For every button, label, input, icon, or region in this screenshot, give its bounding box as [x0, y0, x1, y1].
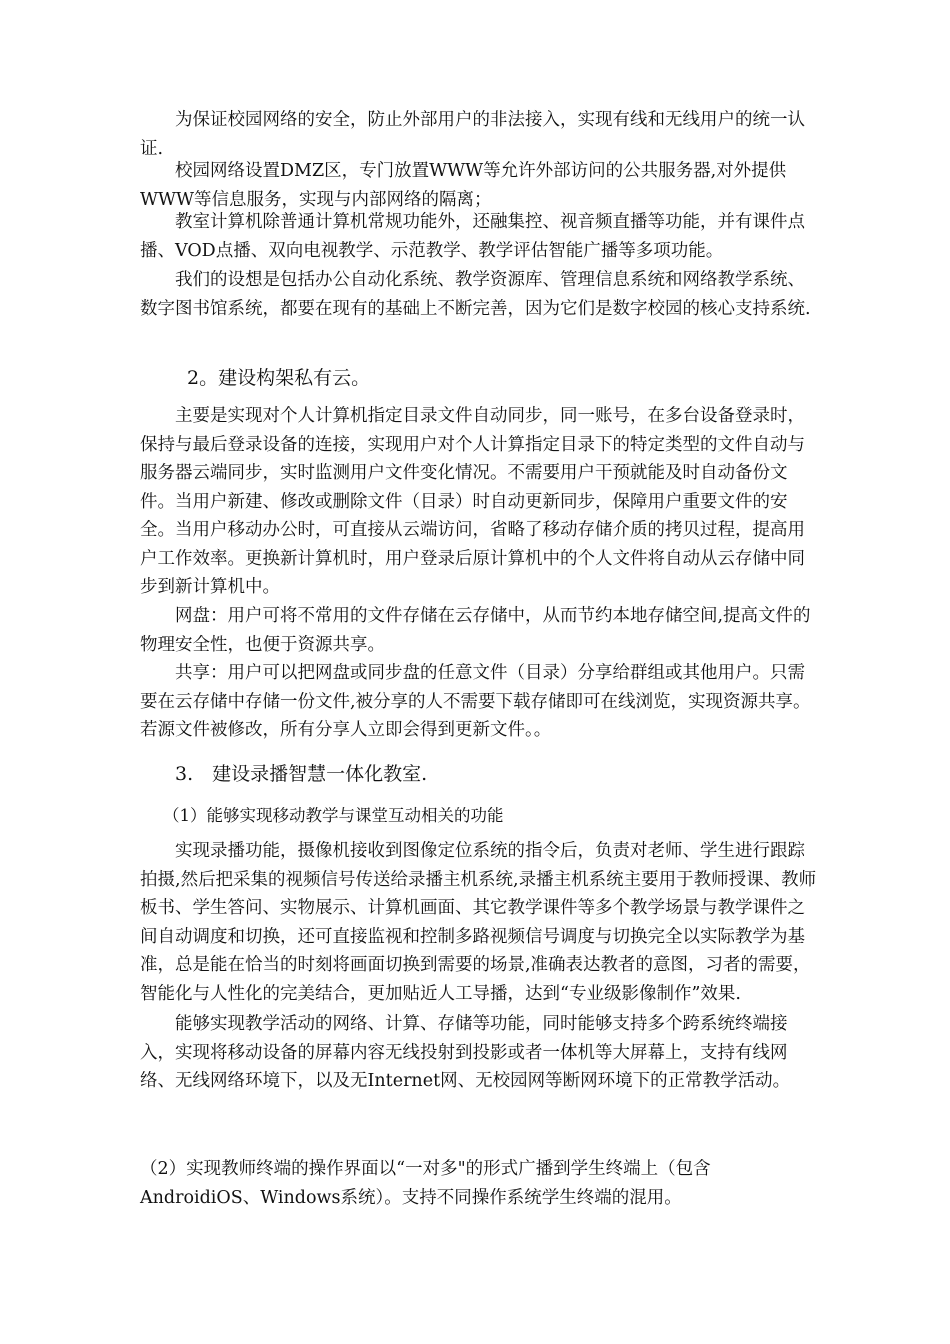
paragraph-sharing: 共享：用户可以把网盘或同步盘的任意文件（目录）分享给群组或其他用户。只需要在云存储中存储一份文件,被分享的人不需要下载存储即可在线浏览，实现资源共享。若源文件被修改，所有分享人立即会得到更新文件。。 — [140, 663, 811, 740]
paragraph-dmz: 校园网络设置DMZ区，专门放置WWW等允许外部访问的公共服务器,对外提供WWW等信息服务，实现与内部网络的隔离； — [140, 161, 787, 210]
paragraph-network-compute-storage: 能够实现教学活动的网络、计算、存储等功能，同时能够支持多个跨系统终端接入，实现将移动设备的屏幕内容无线投射到投影或者一体机等大屏幕上，支持有线网络、无线网络环境下，以及无Internet网、无校园网等断网环境下的正常教学活动。 — [140, 1014, 791, 1091]
paragraph-netdisk: 网盘：用户可将不常用的文件存储在云存储中，从而节约本地存储空间,提高文件的物理安全性，也便于资源共享。 — [140, 606, 811, 655]
paragraph-systems-vision: 我们的设想是包括办公自动化系统、教学资源库、管理信息系统和网络教学系统、数字图书馆系统，都要在现有的基础上不断完善，因为它们是数字校园的核心支持系统. — [140, 270, 811, 319]
section-heading-smart-classroom: 3. 建设录播智慧一体化教室. — [175, 763, 428, 785]
paragraph-recording-function: 实现录播功能，摄像机接收到图像定位系统的指令后，负责对老师、学生进行跟踪拍摄,然后把采集的视频信号传送给录播主机系统,录播主机系统主要用于教师授课、教师板书、学生答问、实物展示、计算机画面、其它教学课件等多个教学场景与教学课件之间自动调度和切换，还可直接监视和控制多路视频信号调度与切换完全以实际教学为基准，总是能在恰当的时刻将画面切换到需要的场景,准确表达教者的意图，习者的需要，智能化与人性化的完美结合，更加贴近人工导播，达到“专业级影像制作”效果. — [140, 841, 817, 1004]
paragraph-network-security: 为保证校园网络的安全，防止外部用户的非法接入，实现有线和无线用户的统一认证. — [140, 110, 805, 159]
paragraph-teacher-terminal-broadcast: （2）实现教师终端的操作界面以“一对多"的形式广播到学生终端上（包含AndroidiOS、Windows系统）。支持不同操作系统学生终端的混用。 — [140, 1159, 711, 1208]
paragraph-classroom-computers: 教室计算机除普通计算机常规功能外，还融集控、视音频直播等功能，并有课件点播、VOD点播、双向电视教学、示范教学、教学评估智能广播等多项功能。 — [140, 212, 805, 261]
subsection-heading-mobile-teaching: （1）能够实现移动教学与课堂互动相关的功能 — [163, 806, 504, 825]
section-heading-private-cloud: 2。建设构架私有云。 — [187, 367, 371, 389]
paragraph-sync-description: 主要是实现对个人计算机指定目录文件自动同步，同一账号，在多台设备登录时，保持与最后登录设备的连接，实现用户对个人计算指定目录下的特定类型的文件自动与服务器云端同步，实时监测用户文件变化情况。不需要用户干预就能及时自动备份文件。当用户新建、修改或删除文件（目录）时自动更新同步，保障用户重要文件的安全。当用户移动办公时，可直接从云端访问，省略了移动存储介质的拷贝过程，提高用户工作效率。更换新计算机时，用户登录后原计算机中的个人文件将自动从云存储中同步到新计算机中。 — [140, 406, 805, 597]
